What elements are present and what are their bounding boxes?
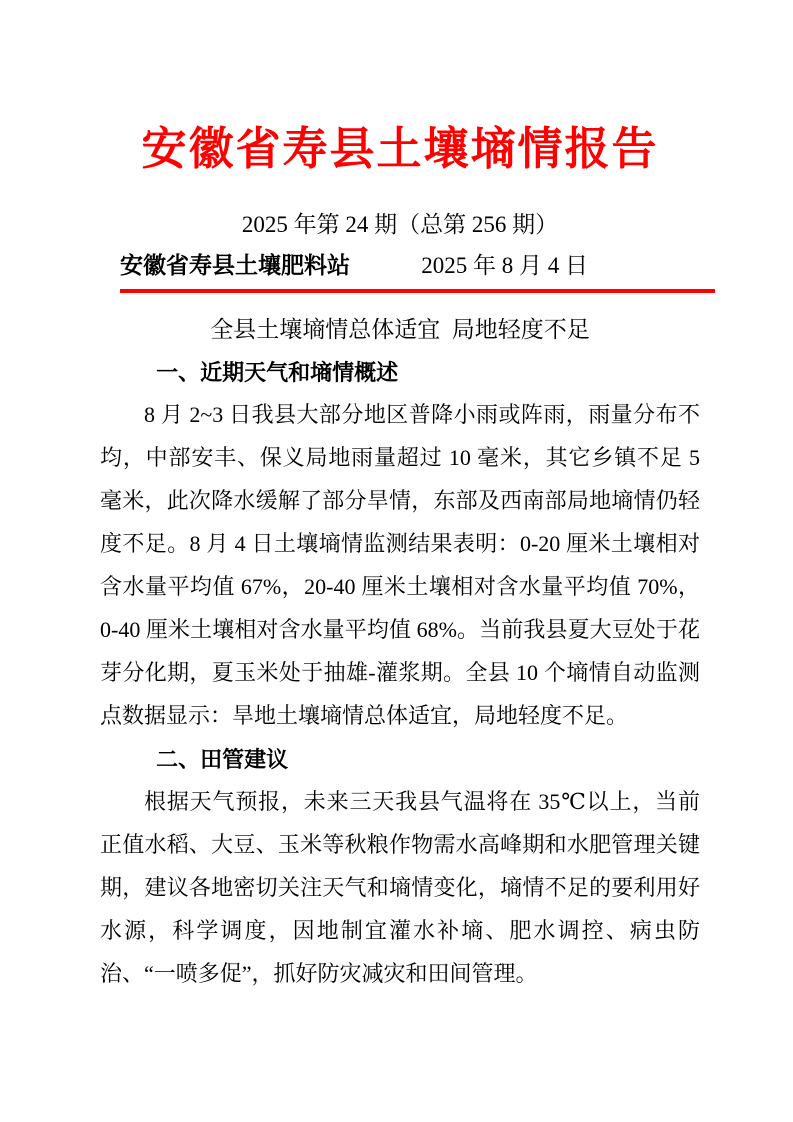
- section-field-management-advice: [100, 743, 700, 995]
- document-subtitle: 全县土壤墒情总体适宜 局地轻度不足: [210, 317, 590, 342]
- section-2-paragraph: 根据天气预报，未来三天我县气温将在 35℃以上，当前正值水稻、大豆、玉米等秋粮作物需水高峰期和水肥管理关键期，建议各地密切关注天气和墒情变化，墒情不足的要利用好水源，科学调度，因地制宜灌水补墒、肥水调控、病虫防治、“一喷多促”，抓好防灾减灾和田间管理。: [100, 789, 700, 986]
- section-2-heading: 二、田管建议: [156, 747, 289, 772]
- section-weather-overview: [100, 356, 700, 737]
- publisher-row: [100, 250, 700, 281]
- report-title: 安徽省寿县土壤墒情报告: [141, 123, 659, 174]
- publish-date: 2025 年 8 月 4 日: [421, 253, 588, 278]
- section-1-heading: 一、近期天气和墒情概述: [156, 360, 399, 385]
- publisher-name: 安徽省寿县土壤肥料站: [120, 252, 350, 278]
- issue-number-line: 2025 年第 24 期（总第 256 期）: [241, 212, 559, 237]
- header-divider-rule: [120, 289, 715, 293]
- section-1-paragraph: 8 月 2~3 日我县大部分地区普降小雨或阵雨，雨量分布不均，中部安丰、保义局地雨量超过 10 毫米，其它乡镇不足 5 毫米，此次降水缓解了部分旱情，东部及西南部局地墒情仍轻度不足。8 月 4 日土壤墒情监测结果表明：0-20 厘米土壤相对含水量平均值 67%，20-40 厘米土壤相对含水量平均值 70%，0-40 厘米土壤相对含水量平均值 68%。当前我县夏大豆处于花芽分化期，夏玉米处于抽雄-灌浆期。全县 10 个墒情自动监测点数据显示：旱地土壤墒情总体适宜，局地轻度不足。: [100, 402, 700, 728]
